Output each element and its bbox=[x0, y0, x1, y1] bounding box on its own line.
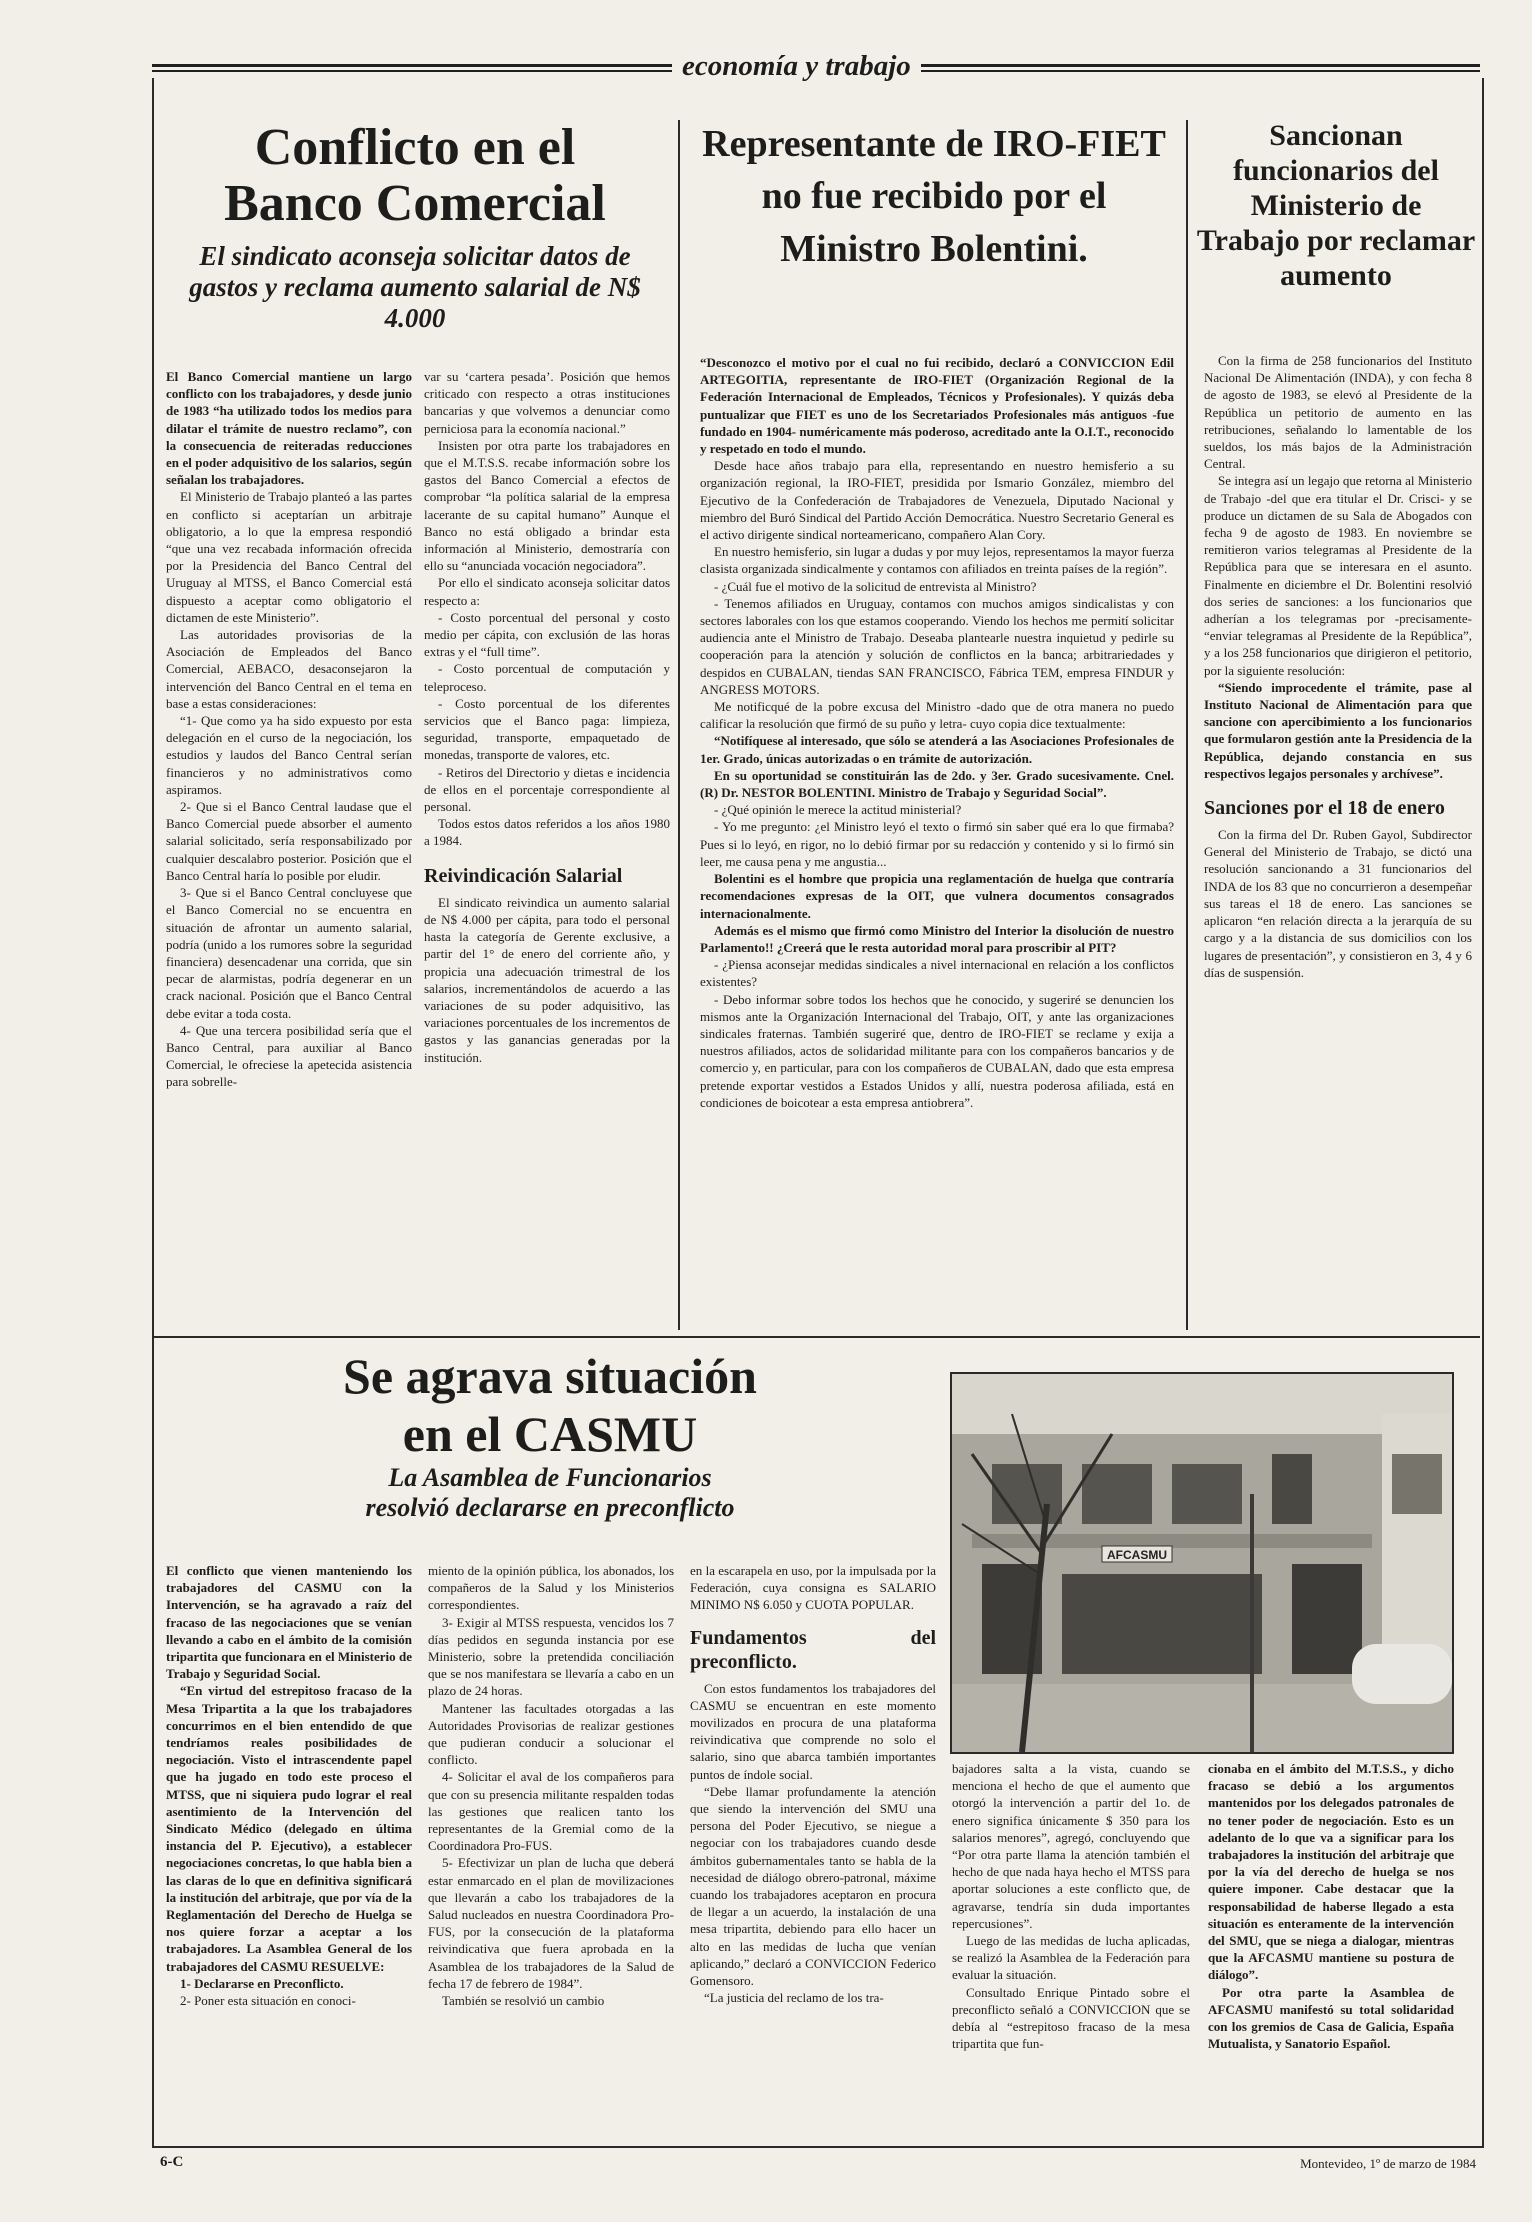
paragraph: Se integra así un legajo que retorna al Ministerio de Trabajo -del que era titular el Dr. Crisci- y se produce un dictamen de su Sala de Abogados con fecha 9 de agosto de 1983. En noviembre se remitieron varios telegramas al Presidente de la República para que se interesara en el asunto. Finalmente en diciembre el Dr. Bolentini resolvió dos series de sanciones: a los funcionarios que adherían a los telegramas por -precisamente- “enviar telegramas al Presidente de la República”, y a los 258 funcionarios que dirigieron el petitorio, por la siguiente resolución: bbox=[1204, 473, 1472, 678]
lead-paragraph: “Desconozco el motivo por el cual no fui recibido, declaró a CONVICCION Edil ARTEGOITIA, representante de IRO-FIET (Organización Regional de la Federación Internacional de Empleados, Técnicos y Profesionales). Y quizás deba puntualizar que FIET es uno de los Secretariados Profesionales más antiguos -fue fundado en 1904- numéricamente más poderoso, acreditado ante la O.I.T., reconocido y respetado en todo el mundo. bbox=[700, 355, 1174, 457]
paragraph: El sindicato reivindica un aumento salarial de N$ 4.000 per cápita, para todo el personal hasta la categoría de Gerente exclusive, a partir del 1° de enero del corriente año, y propicia una adecuación trimestral de los salarios, incrementándolos de acuerdo a las variaciones de su poder adquisitivo, las variaciones porcentuales de los incrementos de gastos y las ganancias generadas por la institución. bbox=[424, 894, 670, 1065]
dateline: Montevideo, 1º de marzo de 1984 bbox=[1300, 2156, 1476, 2171]
paragraph: 3- Que si el Banco Central concluyese que el Banco Comercial no se encuentra en situación de afrontar un aumento salarial, podría (unido a los rumores sobre la seguridad financiera) desencadenar una corrida, que sin pecar de alarmistas, podría degenerar en un crack nacional. Posición que el Banco Central debe evitar a toda costa. bbox=[166, 885, 412, 1021]
paragraph: 2- Que si el Banco Central laudase que el Banco Comercial puede absorber el aumento salarial solicitado, sería responsabilizado por cualquier descalabro posterior. Posición que el Banco Central haría lo posible por eludir. bbox=[166, 799, 412, 883]
building-illustration bbox=[952, 1374, 1452, 1752]
headline-line: en el CASMU bbox=[402, 1405, 698, 1462]
article-column bbox=[952, 1760, 1190, 2122]
paragraph: Por ello el sindicato aconseja solicitar datos respecto a: bbox=[424, 575, 670, 608]
column-rule bbox=[678, 120, 680, 1330]
subheading: Sanciones por el 18 de enero bbox=[1204, 797, 1445, 820]
article-column bbox=[700, 354, 1174, 1326]
article-column bbox=[690, 1562, 936, 2122]
paragraph: “Debe llamar profundamente la atención que siendo la intervención del SMU una persona del Poder Ejecutivo, se niegue a negociar con los trabajadores cuando desde ámbitos gubernamentales tanto se habla de la necesidad de diálogo obrero-patronal, máxime cuando los trabajadores aceptaron en procura de llegar a un acuerdo, la instalación de una mesa tripartita, debiendo para ello hacer un alto en las medidas de lucha que venían aplicando,” declaró a CONVICCION Federico Gomensoro. bbox=[690, 1783, 936, 1989]
paragraph: Insisten por otra parte los trabajadores en que el M.T.S.S. recabe información sobre los gastos del Banco Comercial a efectos de comprobar “la política salarial de la empresa lacerante de su capital humano” Aunque el Banco no está obligado a brindar esta información al Ministerio, demostraría con ello su “anunciada vocación negociadora”. bbox=[424, 437, 670, 574]
paragraph: Además es el mismo que firmó como Ministro del Interior la disolución de nuestro Parlamento!! ¿Creerá que le resta autoridad moral para proscribir al PIT? bbox=[700, 922, 1174, 955]
article-column bbox=[428, 1562, 674, 2122]
photo-sign-text: AFCASMU bbox=[1107, 1548, 1167, 1562]
paragraph: Todos estos datos referidos a los años 1980 a 1984. bbox=[424, 816, 670, 849]
paragraph: Consultado Enrique Pintado sobre el preconflicto señaló a CONVICCION que se debía al “estrepitoso fracaso de la mesa tripartita que fun- bbox=[952, 1984, 1190, 2052]
article-column bbox=[424, 368, 670, 1320]
paragraph: - ¿Cuál fue el motivo de la solicitud de entrevista al Ministro? bbox=[714, 578, 1037, 594]
paragraph: “Notifíquese al interesado, que sólo se atenderá a las Asociaciones Profesionales de 1er. Grado, únicas autorizadas o en trámite de autorización. bbox=[700, 733, 1174, 766]
paragraph: - Retiros del Directorio y dietas e incidencia de ellos en el porcentaje correspondiente al personal. bbox=[424, 764, 670, 815]
article-banco-comercial bbox=[160, 120, 670, 334]
article-deck: resolvió declararse en preconflicto bbox=[365, 1492, 735, 1522]
lead-paragraph: El conflicto que vienen manteniendo los trabajadores del CASMU con la Intervención, se ha agravado a raíz del fracaso de las negociaciones que se venían llevando a cabo en el ámbito de la comisión tripartita que funcionara en el Ministerio de Trabajo y Seguridad Social. bbox=[166, 1563, 412, 1682]
article-sancionan bbox=[1196, 118, 1476, 293]
headline-line: Se agrava situación bbox=[343, 1348, 757, 1404]
article-deck: La Asamblea de Funcionarios bbox=[388, 1463, 712, 1492]
section-divider bbox=[154, 1336, 1480, 1338]
paragraph: cionaba en el ámbito del M.T.S.S., y dicho fracaso se debió a los argumentos mantenidos por los delegados patronales de no tener poder de negociación. Esto es un adelanto de lo que va a significar para los trabajadores la institución del arbitraje que por la vía del derecho de huelga se nos quiere imponer. Cabe destacar que la responsabilidad de haberse llegado a esta situación es enteramente de la intervención del SMU, que se niega a dialogar, mientras que la AFCASMU mantiene su postura de diálogo”. bbox=[1208, 1761, 1454, 1983]
paragraph: - Yo me pregunto: ¿el Ministro leyó el texto o firmó sin saber qué era lo que firmaba? Pues si lo leyó, en rigor, no lo debió firmar por su redacción y contenido y si lo firmó sin leer, me causa pena y me angustia... bbox=[700, 819, 1174, 869]
paragraph: var su ‘cartera pesada’. Posición que hemos criticado con respecto a otras instituciones bancarias y que volvemos a denunciar como perniciosa para la economía nacional.” bbox=[424, 369, 670, 436]
paragraph: Con la firma del Dr. Ruben Gayol, Subdirector General del Ministerio de Trabajo, se dictó una resolución sancionando a 31 funcionarios del INDA de los 83 que no concurrieron a desempeñar sus tareas el 18 de enero. Las sanciones se aplicaron “en relación directa a la jerarquía de su cargo y a la distancia de sus domicilios con los lugares de presentación”, y consistieron en 3, 4 y 6 días de suspensión. bbox=[1204, 827, 1472, 980]
paragraph: bajadores salta a la vista, cuando se menciona el hecho de que el aumento que otorgó la intervención a partir del 1o. de enero significa únicamente $ 350 para los salarios menores”, agregó, concluyendo que “Por otra parte llama la atención también el hecho de que nada haya hecho el MTSS para aportar soluciones a este conflicto que, de agravarse, tendría sin duda importantes repercusiones”. bbox=[952, 1761, 1190, 1931]
paragraph: 4- Que una tercera posibilidad sería que el Banco Central, para auxiliar al Banco Comercial, le ofreciese la apetecida asistencia para sobrelle- bbox=[166, 1022, 412, 1090]
article-column bbox=[1208, 1760, 1454, 2122]
headline-line: Conflicto en el bbox=[254, 119, 576, 176]
paragraph: Luego de las medidas de lucha aplicadas, se realizó la Asamblea de la Federación para evaluar la situación. bbox=[952, 1933, 1190, 1983]
section-header-bar bbox=[152, 50, 1480, 82]
paragraph: 2- Poner esta situación en conoci- bbox=[180, 1993, 356, 2009]
headline-line: Banco Comercial bbox=[224, 174, 606, 232]
column-rule bbox=[1186, 120, 1188, 1330]
article-column bbox=[1204, 352, 1472, 1330]
paragraph: En su oportunidad se constituirán las de 2do. y 3er. Grado sucesivamente. Cnel. (R) Dr. NESTOR BOLENTINI. Ministro de Trabajo y Seguridad Social”. bbox=[700, 767, 1174, 801]
subheading: Reivindicación Salarial bbox=[424, 864, 623, 887]
paragraph: miento de la opinión pública, los abonados, los compañeros de la Salud y los Ministerios correspondientes. bbox=[428, 1563, 674, 1613]
paragraph: - Costo porcentual del personal y costo medio per cápita, con exclusión de las horas extras y el “full time”. bbox=[424, 609, 670, 660]
paragraph: Bolentini es el hombre que propicia una reglamentación de huelga que contraría recomendaciones expresas de la OIT, que vulnera documentos consagrados internacionalmente. bbox=[700, 871, 1174, 921]
casmu-building-photo bbox=[950, 1372, 1454, 1754]
paragraph: El Ministerio de Trabajo planteó a las partes en conflicto si aceptarían un arbitraje obligatorio, a lo que la empresa respondió “que una vez recabada información ofrecida por la Presidencia del Banco Central del Uruguay al MTSS, el Banco Comercial está dispuesto a aceptar como obligatorio el dictamen de este Ministerio”. bbox=[166, 489, 412, 625]
article-deck: El sindicato aconseja solicitar datos de gastos y reclama aumento salarial de N$ 4.000 bbox=[189, 241, 641, 334]
paragraph: “1- Que como ya ha sido expuesto por esta delegación en el curso de la negociación, los estudios y laudos del Banco Central serían financieros y no administrativos como aspiramos. bbox=[166, 713, 412, 797]
paragraph: - ¿Qué opinión le merece la actitud ministerial? bbox=[714, 802, 962, 818]
article-headline: Representante de IRO-FIET no fue recibido por el Ministro Bolentini. bbox=[702, 123, 1166, 270]
paragraph: Mantener las facultades otorgadas a las Autoridades Provisorias de realizar gestiones que pudieran conducir a solucionar el conflicto. bbox=[428, 1700, 674, 1768]
paragraph: 1- Declararse en Preconflicto. bbox=[180, 1975, 344, 1991]
paragraph: - Tenemos afiliados en Uruguay, contamos con muchos amigos sindicalistas y con sectores laborales con los que estamos cooperando. Viendo los hechos me permití solicitar audiencia ante el Ministro de Trabajo. Deseaba plantearle nuestra inquietud y pedirle su cooperación para la atención y solución de conflictos en la banca; arbitrariedades y despidos en CUBALAN, tiendas SAN FRANCISCO, Fábrica TEM, empresa FINDUR y ANGRESS MOTORS. bbox=[700, 595, 1174, 697]
paragraph: - ¿Piensa aconsejar medidas sindicales a nivel internacional en relación a los conflictos existentes? bbox=[700, 957, 1174, 990]
paragraph: 3- Exigir al MTSS respuesta, vencidos los 7 días pedidos en segunda instancia por ese Ministerio, sobre la pretendida conciliación que se nos manifestara se llevaría a cabo en un plazo de 24 horas. bbox=[428, 1614, 674, 1699]
paragraph: Desde hace años trabajo para ella, representando en nuestro hemisferio a su organización regional, la IRO-FIET, presidida por Ismario González, miembro del Ejecutivo de la Confederación de Trabajadores de Venezuela, Diputado Nacional y miembro del Buró Sindical del Partido Acción Democrática. Nuestro Secretario General es el activo dirigente sindical norteamericano, compañero Alan Cory. bbox=[700, 458, 1174, 543]
paragraph: Me notificqué de la pobre excusa del Ministro -dado que de otra manera no puedo calificar la resolución que firmó de su puño y letra- cuyo copia dice textualmente: bbox=[700, 699, 1174, 732]
paragraph: También se resolvió un cambio bbox=[442, 1993, 605, 2009]
lead-paragraph: El Banco Comercial mantiene un largo conflicto con los trabajadores, y desde junio de 1983 “ha utilizado todos los medios para dilatar el trámite de nuestro reclamo”, con la consecuencia de reiteradas reducciones en el poder adquisitivo de los salarios, según señalan los trabajadores. bbox=[166, 369, 412, 488]
page-number: 6-C bbox=[160, 2154, 184, 2170]
paragraph: En nuestro hemisferio, sin lugar a dudas y por muy lejos, representamos la mayor fuerza clasista organizada sindicalmente y contamos con afiliados en treinta países de la región”. bbox=[700, 544, 1174, 577]
paragraph: “La justicia del reclamo de los tra- bbox=[704, 1990, 884, 2006]
paragraph: Con la firma de 258 funcionarios del Instituto Nacional De Alimentación (INDA), y con fecha 8 de agosto de 1983, se elevó al Presidente de la República un petitorio de aumento en las retribuciones, señalando lo lamentable de los sueldos, los más bajos de la Administración Central. bbox=[1204, 353, 1472, 472]
paragraph: 4- Solicitar el aval de los compañeros para que con su presencia militante respalden todas las gestiones que realicen tanto los representantes de la Gremial como de la Coordinadora Pro-FUS. bbox=[428, 1769, 674, 1854]
section-label: economía y trabajo bbox=[672, 50, 921, 83]
paragraph: Con estos fundamentos los trabajadores del CASMU se encuentran en este momento movilizados en procura de una plataforma reivindicativa que comprende no solo el salario, sino que abarca también importantes puntos de índole social. bbox=[690, 1680, 936, 1782]
paragraph: en la escarapela en uso, por la impulsada por la Federación, cuya consigna es SALARIO MINIMO N$ 6.050 y CUOTA POPULAR. bbox=[690, 1563, 936, 1613]
article-iro-fiet bbox=[690, 118, 1178, 275]
article-headline: Sancionan funcionarios del Ministerio de Trabajo por reclamar aumento bbox=[1196, 119, 1476, 293]
article-column bbox=[166, 368, 412, 1320]
paragraph: “En virtud del estrepitoso fracaso de la Mesa Tripartita a la que los trabajadores concurrimos en el bien entendido de que tendríamos reales posibilidades de negociación. Visto el intrascendente papel que ha jugado en todo este proceso el MTSS, que ni siquiera pudo lograr el real asentimiento de la Intervención del Sindicato Médico (delegado en última instancia del P. Ejecutivo), a establecer negociaciones concretas, lo que habla bien a las claras de lo que en definitiva significará la institución del arbitraje, que por vía de la Reglamentación del Derecho de Huelga se nos quiere forzar a aceptar a los trabajadores. La Asamblea General de los trabajadores del CASMU RESUELVE: bbox=[166, 1683, 412, 1974]
paragraph: Por otra parte la Asamblea de AFCASMU manifestó su total solidaridad con los gremios de Casa de Galicia, España Mutualista, y Sanatorio Español. bbox=[1208, 1984, 1454, 2052]
paragraph: - Debo informar sobre todos los hechos que he conocido, y sugeriré se denuncien los mismos ante la Organización Internacional del Trabajo, OIT, y ante las organizaciones sindicales fraternas. También sugeriré que, dentro de IRO-FIET se reclame y exija a nuestros afiliados, actos de solidaridad militante para con los compañeros bancarios y de comercio y, en particular, para con los compañeros de CUBALAN, dado que esta empresa pretende exportar vestidos a Estados Unidos y allí, nuestra poderosa afiliada, está en condiciones de boicotear a esta empresa antiobrera”. bbox=[700, 991, 1174, 1110]
article-casmu bbox=[160, 1348, 940, 1523]
paragraph: 5- Efectivizar un plan de lucha que deberá estar enmarcado en el plan de movilizaciones que llevarán a cabo los trabajadores de la Salud nucleados en nuestra Coordinadora Pro-FUS, por la consecución de la plataforma reivindicativa que fuera aprobada en la Asamblea de los trabajadores de la Salud de fecha 17 de febrero de 1984”. bbox=[428, 1855, 674, 1991]
paragraph: - Costo porcentual de los diferentes servicios que el Banco paga: limpieza, seguridad, transporte, empaquetado de monedas, transporte de valores, etc. bbox=[424, 695, 670, 763]
subheading: Fundamentos del preconflicto. bbox=[690, 1626, 936, 1673]
paragraph: Las autoridades provisorias de la Asociación de Empleados del Banco Comercial, AEBACO, desaconsejaron la intervención del Banco Central en el tema en base a estas consideraciones: bbox=[166, 627, 412, 711]
paragraph: “Siendo improcedente el trámite, pase al Instituto Nacional de Alimentación para que sancione con apercibimiento a los funcionarios que formularon gestión ante la Presidencia de la República, dejando constancia en sus respectivos legajos personales y archívese”. bbox=[1204, 679, 1472, 781]
paragraph: - Costo porcentual de computación y teleproceso. bbox=[424, 661, 670, 694]
article-column bbox=[166, 1562, 412, 2122]
